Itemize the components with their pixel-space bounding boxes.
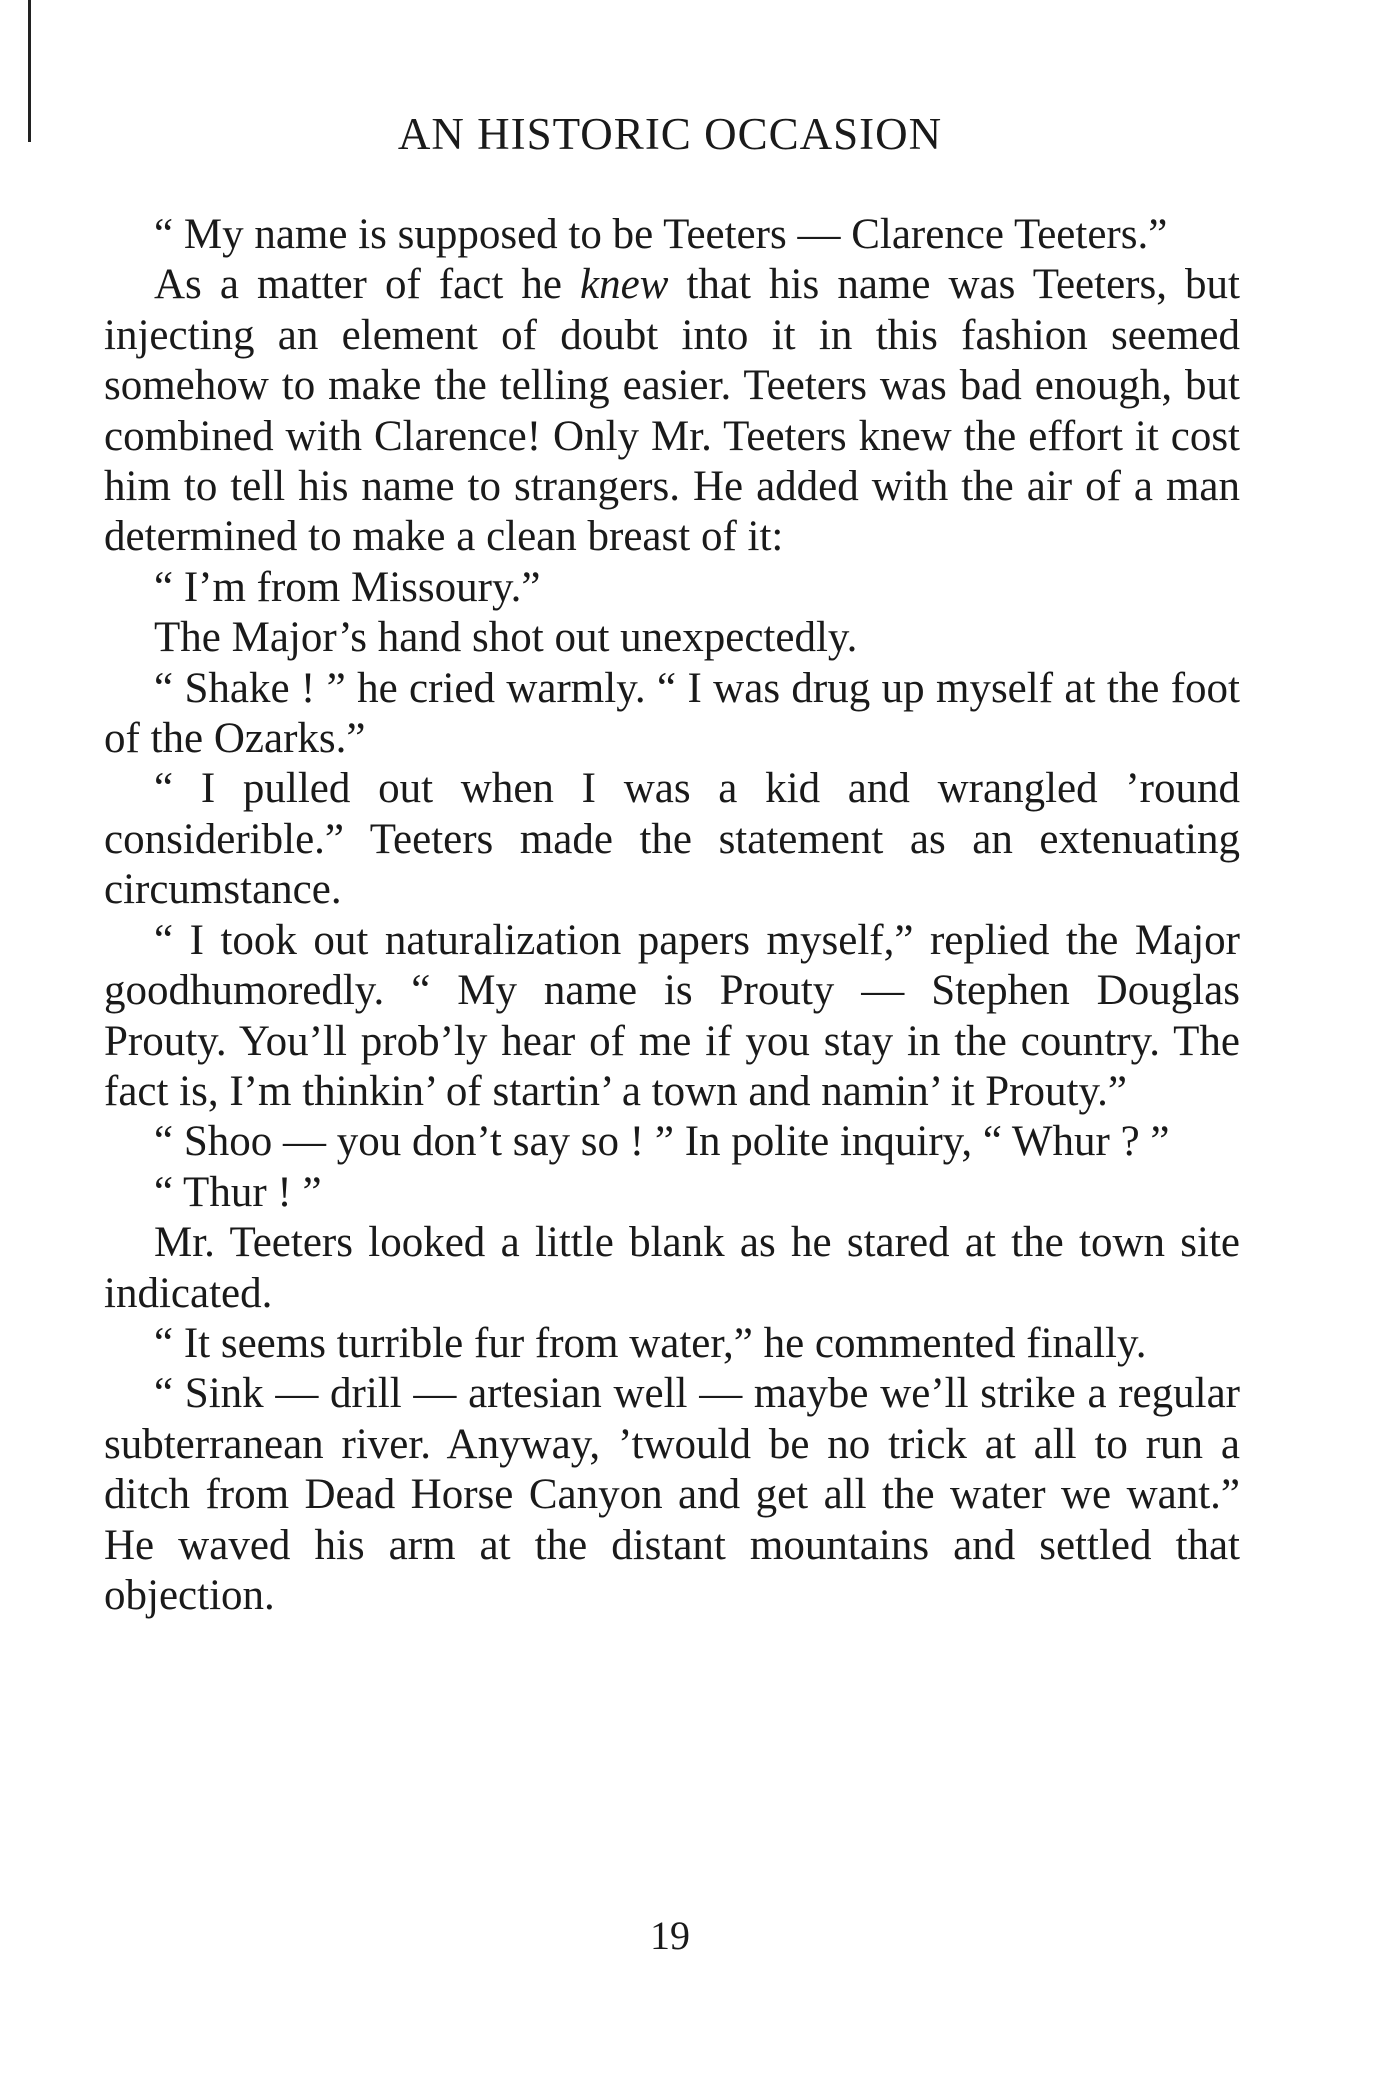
paragraph-text: that his name was Teeters, but injecting an element of doubt into it in this fashion seemed somehow to make the telling easier. Teeters was bad enough, but combined with Clarence! Only Mr. Teeters knew the effort it cost him to tell his name to strangers. He added with the air of a man determined to make a clean breast of it: <box>104 261 1240 561</box>
running-head: AN HISTORIC OCCASION <box>397 109 943 159</box>
body-text <box>104 210 1240 1621</box>
paragraph: “ My name is supposed to be Teeters — Clarence Teeters.” <box>154 211 1168 258</box>
page-number: 19 <box>650 1913 690 1958</box>
paragraph: “ Thur ! ” <box>154 1168 322 1216</box>
emphasized-text: knew <box>580 261 669 309</box>
paragraph <box>104 260 1240 562</box>
paragraph: “ It seems turrible fur from water,” he commented finally. <box>154 1319 1147 1367</box>
paragraph-text: As a matter of fact he <box>154 261 581 309</box>
paragraph: “ Sink — drill — artesian well — maybe we’ll strike a regular subterranean river. Anyway, ’twould be no trick at all to run a ditch from Dead Horse Canyon and get all the water we want.” He waved his arm at the distant mountains and settled that objection. <box>104 1370 1240 1619</box>
paragraph: “ I’m from Missoury.” <box>154 563 541 611</box>
paragraph: The Major’s hand shot out unexpectedly. <box>154 614 858 662</box>
paragraph: Mr. Teeters looked a little blank as he stared at the town site indicated. <box>104 1219 1240 1317</box>
paragraph: “ I pulled out when I was a kid and wrangled ’round considerible.” Teeters made the statement as an extenuating circumstance. <box>104 765 1240 914</box>
paragraph: “ I took out naturalization papers myself,” replied the Major goodhumoredly. “ My name is Prouty — Stephen Douglas Prouty. You’ll prob’ly hear of me if you stay in the country. The fact is, I’m thinkin’ of startin’ a town and namin’ it Prouty.” <box>104 916 1240 1115</box>
paragraph: “ Shoo — you don’t say so ! ” In polite inquiry, “ Whur ? ” <box>154 1118 1170 1166</box>
paragraph: “ Shake ! ” he cried warmly. “ I was drug up myself at the foot of the Ozarks.” <box>104 664 1240 763</box>
